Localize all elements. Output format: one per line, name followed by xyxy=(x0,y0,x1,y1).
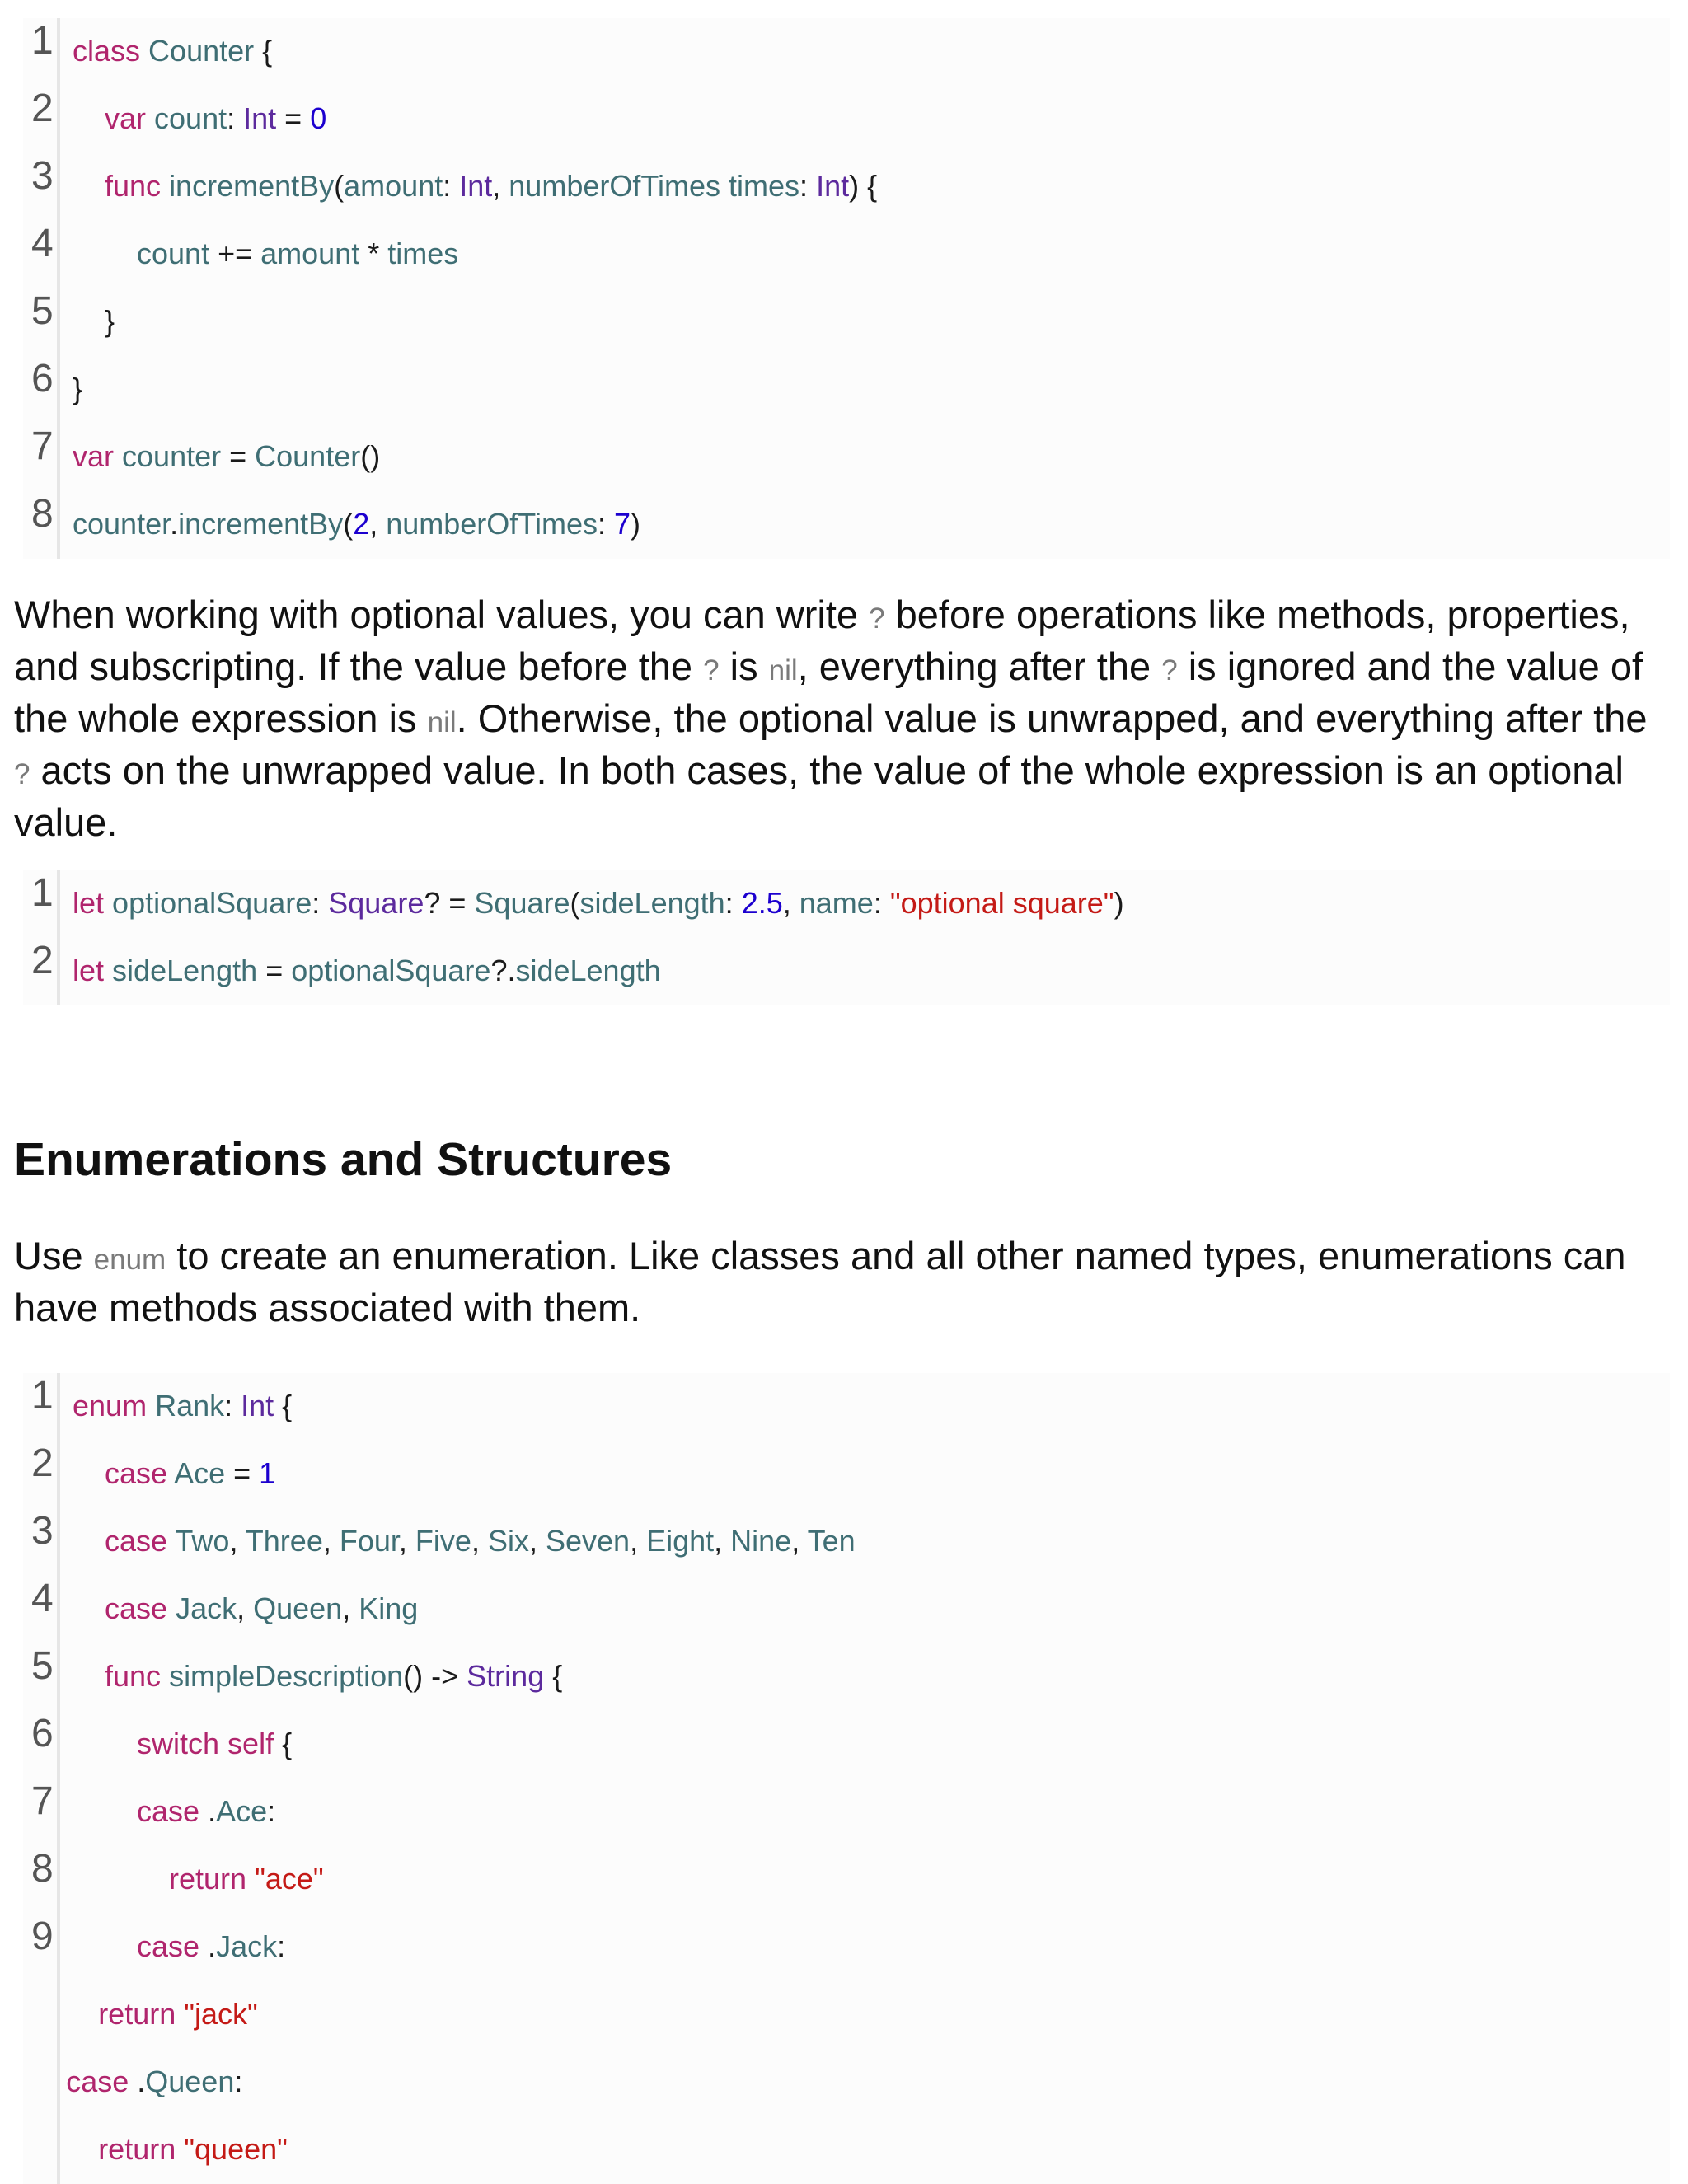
code-token: case xyxy=(137,1794,200,1828)
line-number: 1 xyxy=(31,871,54,915)
code-text xyxy=(73,883,1124,923)
code-token: case xyxy=(105,1456,168,1490)
code-token: optionalSquare xyxy=(291,954,491,987)
gutter-rule xyxy=(57,153,60,221)
code-token: += xyxy=(209,237,261,270)
paragraph-enum-intro xyxy=(14,1232,1671,1332)
code-block-rank-enum xyxy=(23,1373,1670,2184)
code-token: counter xyxy=(73,507,171,541)
code-token: , xyxy=(528,1524,546,1558)
line-number: 7 xyxy=(31,424,54,468)
code-token: Eight xyxy=(646,1524,715,1558)
code-token: 1 xyxy=(259,1456,276,1490)
code-text xyxy=(105,166,877,206)
code-token xyxy=(104,886,112,920)
code-token: amount xyxy=(260,237,360,270)
code-token: Five xyxy=(415,1524,471,1558)
code-token xyxy=(167,1591,176,1625)
code-token xyxy=(246,1862,255,1896)
inline-code: ? xyxy=(703,654,720,687)
code-text xyxy=(73,31,272,71)
code-token: count xyxy=(137,237,210,270)
inline-code: enum xyxy=(93,1244,166,1276)
code-token: , xyxy=(714,1524,731,1558)
code-token: return xyxy=(98,1997,176,2031)
inline-code: ? xyxy=(869,602,885,635)
code-text xyxy=(73,437,380,476)
code-token: : xyxy=(227,101,244,135)
code-token xyxy=(167,1524,175,1558)
code-token: case xyxy=(66,2064,129,2098)
code-line xyxy=(23,491,1670,559)
gutter-rule xyxy=(57,288,60,356)
gutter-rule xyxy=(57,1711,60,1779)
code-token: Int xyxy=(816,169,850,203)
gutter-rule xyxy=(57,2049,60,2116)
code-token xyxy=(219,1727,227,1760)
code-token: Ace xyxy=(174,1456,226,1490)
line-number: 4 xyxy=(31,222,54,265)
code-token: ? = xyxy=(424,886,475,920)
gutter-rule xyxy=(57,86,60,153)
code-token: 7 xyxy=(613,507,631,541)
code-token: Counter xyxy=(148,34,255,68)
gutter-rule xyxy=(57,1508,60,1576)
code-token: ?. xyxy=(490,954,516,987)
code-line xyxy=(23,153,1670,221)
code-token: , xyxy=(322,1524,340,1558)
code-token: "queen" xyxy=(184,2132,288,2166)
prose-text: , everything after the xyxy=(797,644,1162,688)
code-token: { xyxy=(274,1727,293,1760)
code-token: String xyxy=(467,1659,545,1693)
code-line xyxy=(23,1576,1670,1643)
code-token: Ace xyxy=(216,1794,268,1828)
code-line xyxy=(23,86,1670,153)
code-text xyxy=(73,369,82,409)
line-number: 4 xyxy=(31,1577,54,1620)
code-text xyxy=(137,1927,285,1966)
line-number: 9 xyxy=(31,1915,54,1958)
code-token: = xyxy=(225,1456,260,1490)
code-token: Square xyxy=(328,886,424,920)
inline-code: ? xyxy=(1161,654,1178,687)
code-token: . xyxy=(170,507,179,541)
code-text xyxy=(137,1724,292,1764)
code-token: "jack" xyxy=(184,1997,258,2031)
code-line xyxy=(23,1981,1670,2049)
code-token: : xyxy=(312,886,329,920)
code-token: : xyxy=(224,1389,241,1422)
gutter-rule xyxy=(57,1846,60,1914)
inline-code: nil xyxy=(768,654,798,687)
code-token: , xyxy=(782,886,799,920)
code-text xyxy=(105,302,115,341)
code-line xyxy=(23,2049,1670,2116)
code-token: case xyxy=(105,1524,168,1558)
code-token xyxy=(161,169,169,203)
line-number: 8 xyxy=(31,1847,54,1891)
line-number: 6 xyxy=(31,1712,54,1755)
prose-text: is ignored and the value of the whole expression is xyxy=(14,644,1643,740)
code-line xyxy=(23,2116,1670,2184)
code-token: : xyxy=(597,507,614,541)
code-line xyxy=(23,1711,1670,1779)
code-text xyxy=(105,99,326,138)
code-line xyxy=(23,1441,1670,1508)
code-token: } xyxy=(105,304,115,338)
line-number: 6 xyxy=(31,357,54,401)
code-token: } xyxy=(73,372,83,405)
line-number: 2 xyxy=(31,87,54,130)
code-line xyxy=(23,356,1670,424)
paragraph-optional-chaining xyxy=(14,591,1671,846)
code-token: 0 xyxy=(310,101,327,135)
code-token: , xyxy=(229,1524,246,1558)
code-token: let xyxy=(73,886,105,920)
code-token: Rank xyxy=(155,1389,225,1422)
code-token: , xyxy=(791,1524,808,1558)
code-token xyxy=(114,439,122,473)
gutter-rule xyxy=(57,1779,60,1846)
code-token: Queen xyxy=(253,1591,343,1625)
code-line xyxy=(23,288,1670,356)
code-token: { xyxy=(254,34,273,68)
code-token: sideLength xyxy=(515,954,661,987)
code-token: switch xyxy=(137,1727,220,1760)
code-text xyxy=(73,1386,292,1426)
code-block-optional-square xyxy=(23,870,1670,1005)
code-token: simpleDescription xyxy=(169,1659,404,1693)
code-line xyxy=(23,1373,1670,1441)
prose-text: . Otherwise, the optional value is unwrapped, and everything after the xyxy=(456,696,1648,740)
gutter-rule xyxy=(57,938,60,1005)
code-text xyxy=(66,2062,242,2102)
code-token: = xyxy=(257,954,292,987)
line-number: 3 xyxy=(31,154,54,198)
code-token: . xyxy=(199,1929,217,1963)
code-token: Six xyxy=(487,1524,529,1558)
code-text xyxy=(98,2130,288,2169)
gutter-rule xyxy=(57,1914,60,1981)
code-token: () xyxy=(360,439,381,473)
code-token: : xyxy=(277,1929,286,1963)
code-token: Nine xyxy=(730,1524,792,1558)
code-token: Queen xyxy=(145,2064,235,2098)
code-line xyxy=(23,221,1670,288)
code-token: numberOfTimes xyxy=(386,507,598,541)
code-token: () -> xyxy=(403,1659,467,1693)
code-token xyxy=(161,1659,169,1693)
code-token: Counter xyxy=(255,439,361,473)
code-token: ) xyxy=(631,507,641,541)
code-token: , xyxy=(492,169,509,203)
code-token xyxy=(176,1997,184,2031)
gutter-rule xyxy=(57,424,60,491)
code-token: : xyxy=(443,169,460,203)
code-token: ) { xyxy=(849,169,878,203)
code-token: amount xyxy=(344,169,443,203)
code-token: incrementBy xyxy=(169,169,335,203)
code-text xyxy=(73,504,640,544)
code-token xyxy=(167,1456,174,1490)
code-token: Jack xyxy=(216,1929,278,1963)
gutter-rule xyxy=(57,2116,60,2184)
code-token: : xyxy=(799,169,817,203)
code-token: King xyxy=(359,1591,419,1625)
code-token: Seven xyxy=(545,1524,631,1558)
code-text xyxy=(169,1859,324,1899)
gutter-rule xyxy=(57,1441,60,1508)
code-token: self xyxy=(227,1727,274,1760)
code-token: case xyxy=(137,1929,200,1963)
gutter-rule xyxy=(57,870,60,938)
code-line xyxy=(23,1779,1670,1846)
code-line xyxy=(23,424,1670,491)
code-token: Int xyxy=(459,169,493,203)
prose-text: Use xyxy=(14,1234,94,1277)
line-number: 5 xyxy=(31,289,54,333)
code-token: "ace" xyxy=(255,1862,324,1896)
code-token xyxy=(176,2132,184,2166)
code-token: return xyxy=(169,1862,247,1896)
code-token: return xyxy=(98,2132,176,2166)
code-text xyxy=(105,1589,418,1629)
gutter-rule xyxy=(57,1373,60,1441)
line-number: 2 xyxy=(31,939,54,982)
code-token: . xyxy=(199,1794,217,1828)
prose-text: before operations like methods, properties, and subscripting. If the value before the xyxy=(14,593,1630,688)
line-number: 8 xyxy=(31,492,54,536)
gutter-rule xyxy=(57,221,60,288)
code-token: counter xyxy=(122,439,222,473)
code-token: "optional square" xyxy=(889,886,1114,920)
code-token: Int xyxy=(241,1389,274,1422)
code-token: = xyxy=(276,101,311,135)
code-token xyxy=(147,1389,155,1422)
code-token: { xyxy=(274,1389,293,1422)
code-token: : xyxy=(873,886,890,920)
code-token: count xyxy=(154,101,227,135)
code-line xyxy=(23,1643,1670,1711)
code-token: , xyxy=(471,1524,488,1558)
code-token: sideLength xyxy=(112,954,258,987)
code-token: times xyxy=(387,237,459,270)
section-heading: Enumerations and Structures xyxy=(14,1133,673,1186)
code-token: ( xyxy=(334,169,345,203)
code-text xyxy=(137,1792,275,1831)
inline-code: ? xyxy=(14,758,30,790)
code-text xyxy=(98,1994,258,2034)
code-line xyxy=(23,938,1670,1005)
gutter-rule xyxy=(57,491,60,559)
code-line xyxy=(23,1508,1670,1576)
code-text xyxy=(105,1454,275,1493)
code-token: func xyxy=(105,1659,162,1693)
code-token: enum xyxy=(73,1389,148,1422)
code-token: ( xyxy=(343,507,354,541)
code-token: Jack xyxy=(176,1591,237,1625)
code-token: name xyxy=(799,886,874,920)
code-token: optionalSquare xyxy=(112,886,312,920)
gutter-rule xyxy=(57,1576,60,1643)
code-token: = xyxy=(221,439,256,473)
code-token: func xyxy=(105,169,162,203)
line-number: 7 xyxy=(31,1779,54,1823)
code-line xyxy=(23,1914,1670,1981)
code-token: , xyxy=(237,1591,254,1625)
code-token xyxy=(104,954,112,987)
code-token: ) xyxy=(1114,886,1124,920)
code-token: Three xyxy=(245,1524,323,1558)
code-line xyxy=(23,1846,1670,1914)
code-token: ( xyxy=(570,886,580,920)
gutter-rule xyxy=(57,1643,60,1711)
code-token: , xyxy=(369,507,387,541)
code-text xyxy=(105,1521,856,1561)
prose-text: is xyxy=(719,644,769,688)
line-number: 2 xyxy=(31,1441,54,1485)
line-number: 1 xyxy=(31,1374,54,1418)
code-token: 2 xyxy=(353,507,370,541)
line-number: 3 xyxy=(31,1509,54,1553)
code-token: class xyxy=(73,34,141,68)
code-token: * xyxy=(359,237,388,270)
code-token: , xyxy=(342,1591,359,1625)
line-number: 5 xyxy=(31,1644,54,1688)
code-token: times xyxy=(729,169,800,203)
gutter-rule xyxy=(57,1981,60,2049)
code-text xyxy=(73,951,661,991)
code-token xyxy=(146,101,154,135)
code-token: incrementBy xyxy=(178,507,344,541)
code-token: , xyxy=(398,1524,415,1558)
code-token xyxy=(720,169,729,203)
code-token: sideLength xyxy=(579,886,725,920)
code-token: : xyxy=(267,1794,276,1828)
code-line xyxy=(23,870,1670,938)
code-token: var xyxy=(73,439,115,473)
code-block-counter xyxy=(23,18,1670,559)
gutter-rule xyxy=(57,18,60,86)
inline-code: nil xyxy=(427,706,457,738)
code-line xyxy=(23,18,1670,86)
code-token: Square xyxy=(474,886,570,920)
code-token: , xyxy=(630,1524,647,1558)
prose-text: When working with optional values, you can write xyxy=(14,593,870,636)
prose-text: to create an enumeration. Like classes and all other named types, enumerations can have methods associated with them. xyxy=(14,1234,1626,1329)
code-token: Four xyxy=(339,1524,399,1558)
code-token: numberOfTimes xyxy=(509,169,721,203)
code-text xyxy=(105,1657,562,1696)
code-token: . xyxy=(129,2064,146,2098)
line-number: 1 xyxy=(31,19,54,63)
prose-text: acts on the unwrapped value. In both cases, the value of the whole expression is an optional value. xyxy=(14,748,1624,844)
code-token: 2.5 xyxy=(741,886,783,920)
code-token: { xyxy=(544,1659,563,1693)
code-token: Int xyxy=(243,101,277,135)
gutter-rule xyxy=(57,356,60,424)
code-token: : xyxy=(234,2064,243,2098)
code-token xyxy=(140,34,148,68)
code-token: Two xyxy=(175,1524,230,1558)
code-token: Ten xyxy=(807,1524,856,1558)
code-token: var xyxy=(105,101,147,135)
code-token: case xyxy=(105,1591,168,1625)
code-token: : xyxy=(724,886,742,920)
code-text xyxy=(137,234,458,274)
code-token: let xyxy=(73,954,105,987)
